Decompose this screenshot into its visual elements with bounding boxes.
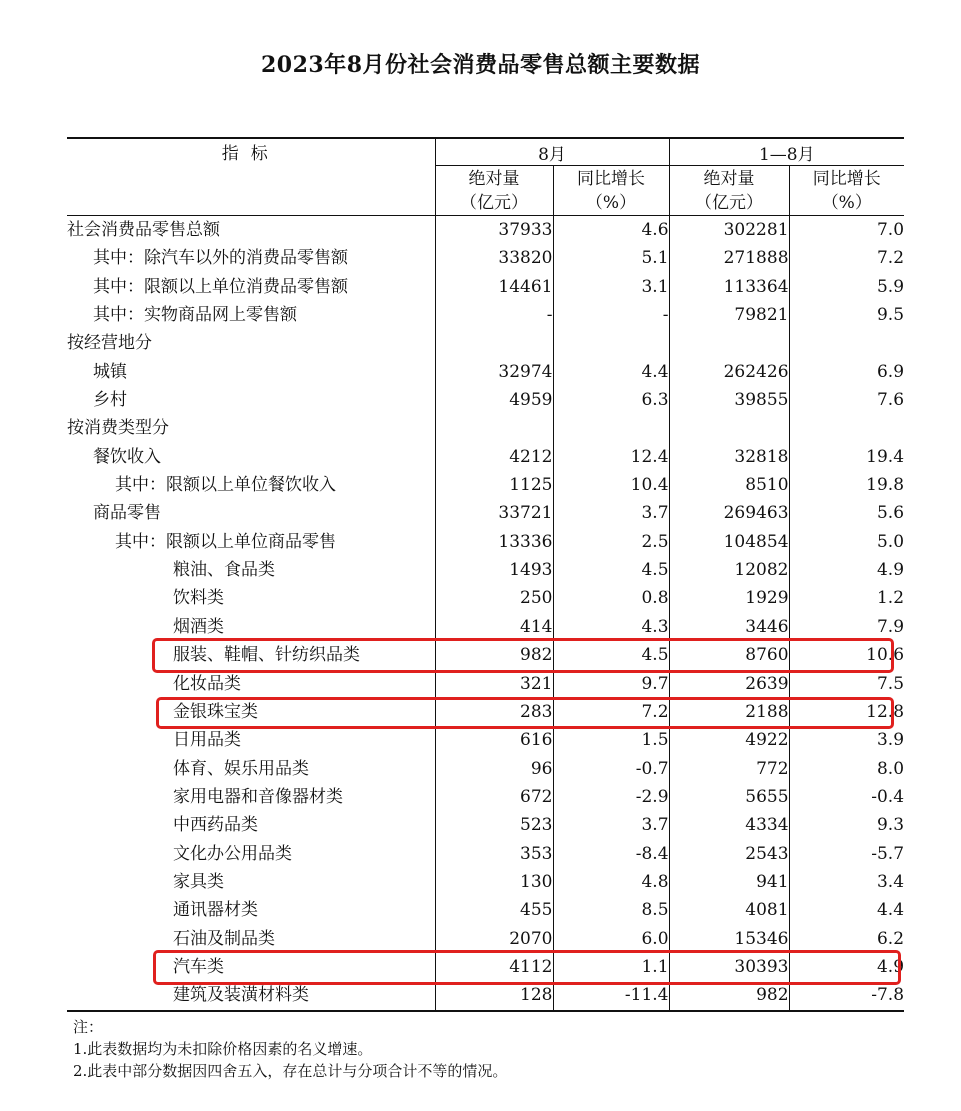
cell-month-abs: 33721 (435, 499, 553, 527)
row-label: 服装、鞋帽、针纺织品类 (173, 645, 360, 666)
cell-month-yoy: 12.4 (553, 443, 669, 471)
cell-ytd-yoy: 3.4 (789, 868, 904, 896)
cell-ytd-yoy: 5.9 (789, 273, 904, 301)
row-label: 金银珠宝类 (173, 701, 258, 722)
row-label: 家具类 (173, 871, 224, 892)
cell-ytd-abs: 4334 (669, 811, 789, 839)
group-header-jan-aug: 1—8月 (669, 138, 904, 166)
table-row (67, 556, 904, 584)
cell-month-abs: 523 (435, 811, 553, 839)
cell-ytd-abs: 269463 (669, 499, 789, 527)
abs-unit: （亿元） (695, 192, 764, 213)
cell-month-yoy: 0.8 (553, 584, 669, 612)
cell-ytd-abs: 8510 (669, 471, 789, 499)
indicator-header: 指标 (67, 138, 435, 216)
row-label: 汽车类 (173, 956, 224, 977)
cell-month-yoy: 4.6 (553, 216, 669, 245)
row-label: 其中：除汽车以外的消费品零售额 (93, 248, 348, 269)
table-row (67, 613, 904, 641)
row-label: 饮料类 (173, 588, 224, 609)
cell-ytd-yoy: 9.3 (789, 811, 904, 839)
group-header-august: 8月 (435, 138, 669, 166)
cell-ytd-abs: 12082 (669, 556, 789, 584)
cell-ytd-yoy: 7.0 (789, 216, 904, 245)
table-row (67, 499, 904, 527)
table-row (67, 726, 904, 754)
cell-month-yoy: 5.1 (553, 244, 669, 272)
table-row (67, 386, 904, 414)
row-label: 体育、娱乐用品类 (173, 758, 309, 779)
yoy-unit: （%） (821, 192, 872, 213)
cell-month-yoy: 6.3 (553, 386, 669, 414)
cell-month-yoy: 10.4 (553, 471, 669, 499)
cell-month-yoy: 4.8 (553, 868, 669, 896)
row-label: 城镇 (93, 361, 127, 382)
cell-month-abs: 4959 (435, 386, 553, 414)
row-label: 文化办公用品类 (173, 843, 292, 864)
cell-month-abs: 982 (435, 641, 553, 669)
table-row (67, 216, 904, 245)
row-label: 烟酒类 (173, 616, 224, 637)
table-row (67, 811, 904, 839)
cell-month-abs: 672 (435, 783, 553, 811)
cell-ytd-abs: 3446 (669, 613, 789, 641)
note-line-2: 2.此表中部分数据因四舍五入，存在总计与分项合计不等的情况。 (73, 1062, 508, 1080)
cell-ytd-abs: 2543 (669, 840, 789, 868)
cell-month-abs: 4212 (435, 443, 553, 471)
notes (73, 1016, 507, 1082)
row-label: 家用电器和音像器材类 (173, 786, 343, 807)
cell-ytd-abs: 32818 (669, 443, 789, 471)
cell-ytd-yoy: 4.9 (789, 953, 904, 981)
cell-ytd-abs (669, 414, 789, 442)
cell-month-abs: 13336 (435, 528, 553, 556)
cell-ytd-abs: 113364 (669, 273, 789, 301)
table-row (67, 329, 904, 357)
cell-month-abs: 2070 (435, 925, 553, 953)
row-label: 化妆品类 (173, 673, 241, 694)
table-row (67, 443, 904, 471)
cell-month-abs: 128 (435, 981, 553, 1010)
col-header-month-yoy (553, 166, 669, 216)
cell-ytd-yoy: -0.4 (789, 783, 904, 811)
cell-ytd-yoy: -5.7 (789, 840, 904, 868)
table-row (67, 981, 904, 1010)
cell-ytd-yoy: 19.8 (789, 471, 904, 499)
cell-month-yoy: 7.2 (553, 698, 669, 726)
cell-ytd-abs: 5655 (669, 783, 789, 811)
cell-ytd-yoy: 7.5 (789, 670, 904, 698)
row-label: 按经营地分 (67, 333, 152, 354)
cell-month-abs: 37933 (435, 216, 553, 245)
cell-ytd-yoy: 19.4 (789, 443, 904, 471)
table-row (67, 528, 904, 556)
cell-ytd-abs (669, 329, 789, 357)
cell-month-abs: 321 (435, 670, 553, 698)
cell-month-yoy: - (553, 301, 669, 329)
cell-ytd-yoy: 7.2 (789, 244, 904, 272)
table-row (67, 301, 904, 329)
table-row (67, 755, 904, 783)
yoy-unit: （%） (585, 192, 637, 213)
cell-month-abs: 4112 (435, 953, 553, 981)
cell-month-yoy: 2.5 (553, 528, 669, 556)
cell-month-yoy: 3.7 (553, 811, 669, 839)
row-label: 石油及制品类 (173, 928, 275, 949)
cell-month-abs: 250 (435, 584, 553, 612)
yoy-label: 同比增长 (577, 168, 645, 189)
row-label: 日用品类 (173, 730, 241, 751)
row-label: 通讯器材类 (173, 900, 258, 921)
cell-month-yoy: 9.7 (553, 670, 669, 698)
row-label: 中西药品类 (173, 815, 258, 836)
row-label: 其中：限额以上单位消费品零售额 (93, 276, 348, 297)
cell-ytd-abs: 15346 (669, 925, 789, 953)
cell-ytd-yoy: 6.9 (789, 358, 904, 386)
row-label: 乡村 (93, 390, 127, 411)
cell-month-abs: 1125 (435, 471, 553, 499)
table-row (67, 471, 904, 499)
cell-month-yoy: 4.5 (553, 556, 669, 584)
cell-month-abs: 455 (435, 896, 553, 924)
row-label: 建筑及装潢材料类 (67, 981, 435, 1010)
table-row (67, 783, 904, 811)
cell-ytd-abs: 39855 (669, 386, 789, 414)
cell-month-abs: 283 (435, 698, 553, 726)
abs-unit: （亿元） (460, 192, 528, 213)
cell-ytd-yoy: 1.2 (789, 584, 904, 612)
cell-ytd-abs: 30393 (669, 953, 789, 981)
cell-month-yoy: -8.4 (553, 840, 669, 868)
table-row (67, 840, 904, 868)
cell-ytd-abs: 271888 (669, 244, 789, 272)
row-label: 其中：限额以上单位商品零售 (115, 531, 336, 552)
table-row (67, 896, 904, 924)
cell-month-abs: 1493 (435, 556, 553, 584)
table-row (67, 698, 904, 726)
yoy-label: 同比增长 (812, 168, 881, 189)
cell-month-yoy: 3.1 (553, 273, 669, 301)
cell-month-yoy: -11.4 (553, 981, 669, 1010)
cell-ytd-abs: 262426 (669, 358, 789, 386)
table-row (67, 584, 904, 612)
row-label: 社会消费品零售总额 (67, 220, 220, 240)
col-header-ytd-yoy (789, 166, 904, 216)
cell-month-abs: 14461 (435, 273, 553, 301)
row-label: 其中：限额以上单位餐饮收入 (115, 475, 336, 496)
cell-month-abs: 32974 (435, 358, 553, 386)
cell-ytd-abs: 302281 (669, 216, 789, 245)
col-header-month-abs (435, 166, 553, 216)
cell-month-yoy: 4.5 (553, 641, 669, 669)
table-row (67, 358, 904, 386)
table-row (67, 273, 904, 301)
table-row (67, 414, 904, 442)
cell-ytd-yoy: 6.2 (789, 925, 904, 953)
cell-month-yoy: 4.4 (553, 358, 669, 386)
table-row (67, 953, 904, 981)
row-label: 粮油、食品类 (173, 560, 275, 581)
cell-ytd-yoy: 4.4 (789, 896, 904, 924)
cell-month-yoy: 3.7 (553, 499, 669, 527)
row-label: 餐饮收入 (93, 446, 161, 467)
cell-month-abs: - (435, 301, 553, 329)
cell-ytd-abs: 4081 (669, 896, 789, 924)
table-row (67, 670, 904, 698)
table-body (67, 216, 904, 1011)
table-row (67, 244, 904, 272)
cell-month-yoy: 8.5 (553, 896, 669, 924)
abs-label: 绝对量 (468, 168, 520, 189)
notes-heading: 注： (73, 1018, 104, 1036)
table-row (67, 925, 904, 953)
cell-month-abs: 616 (435, 726, 553, 754)
cell-month-yoy: 1.1 (553, 953, 669, 981)
cell-ytd-yoy: 8.0 (789, 755, 904, 783)
cell-month-abs: 353 (435, 840, 553, 868)
cell-month-abs: 130 (435, 868, 553, 896)
cell-month-yoy: 1.5 (553, 726, 669, 754)
table-row (67, 641, 904, 669)
cell-ytd-abs: 982 (669, 981, 789, 1010)
table-row (67, 868, 904, 896)
cell-month-abs (435, 414, 553, 442)
cell-ytd-abs: 2639 (669, 670, 789, 698)
cell-ytd-yoy: -7.8 (789, 981, 904, 1010)
cell-month-abs: 33820 (435, 244, 553, 272)
col-header-ytd-abs (669, 166, 789, 216)
cell-ytd-yoy (789, 414, 904, 442)
cell-month-yoy (553, 414, 669, 442)
cell-ytd-yoy: 7.6 (789, 386, 904, 414)
cell-ytd-abs: 772 (669, 755, 789, 783)
cell-month-abs (435, 329, 553, 357)
cell-month-abs: 96 (435, 755, 553, 783)
page-title: 2023年8月份社会消费品零售总额主要数据 (260, 52, 701, 78)
row-label: 其中：实物商品网上零售额 (93, 305, 297, 326)
cell-ytd-yoy (789, 329, 904, 357)
cell-ytd-yoy: 3.9 (789, 726, 904, 754)
cell-ytd-abs: 941 (669, 868, 789, 896)
cell-ytd-yoy: 5.0 (789, 528, 904, 556)
abs-label: 绝对量 (703, 168, 755, 189)
cell-month-yoy: -0.7 (553, 755, 669, 783)
cell-ytd-abs: 1929 (669, 584, 789, 612)
cell-ytd-abs: 8760 (669, 641, 789, 669)
cell-ytd-abs: 79821 (669, 301, 789, 329)
cell-ytd-yoy: 9.5 (789, 301, 904, 329)
cell-month-yoy: 6.0 (553, 925, 669, 953)
retail-sales-table (67, 137, 904, 1012)
cell-ytd-abs: 2188 (669, 698, 789, 726)
cell-ytd-yoy: 5.6 (789, 499, 904, 527)
cell-ytd-yoy: 12.8 (789, 698, 904, 726)
cell-ytd-yoy: 4.9 (789, 556, 904, 584)
row-label: 商品零售 (93, 503, 161, 524)
cell-month-abs: 414 (435, 613, 553, 641)
cell-ytd-yoy: 10.6 (789, 641, 904, 669)
cell-month-yoy: -2.9 (553, 783, 669, 811)
row-label: 按消费类型分 (67, 418, 169, 439)
cell-month-yoy (553, 329, 669, 357)
cell-ytd-yoy: 7.9 (789, 613, 904, 641)
cell-ytd-abs: 4922 (669, 726, 789, 754)
note-line-1: 1.此表数据均为未扣除价格因素的名义增速。 (73, 1040, 373, 1058)
cell-ytd-abs: 104854 (669, 528, 789, 556)
cell-month-yoy: 4.3 (553, 613, 669, 641)
